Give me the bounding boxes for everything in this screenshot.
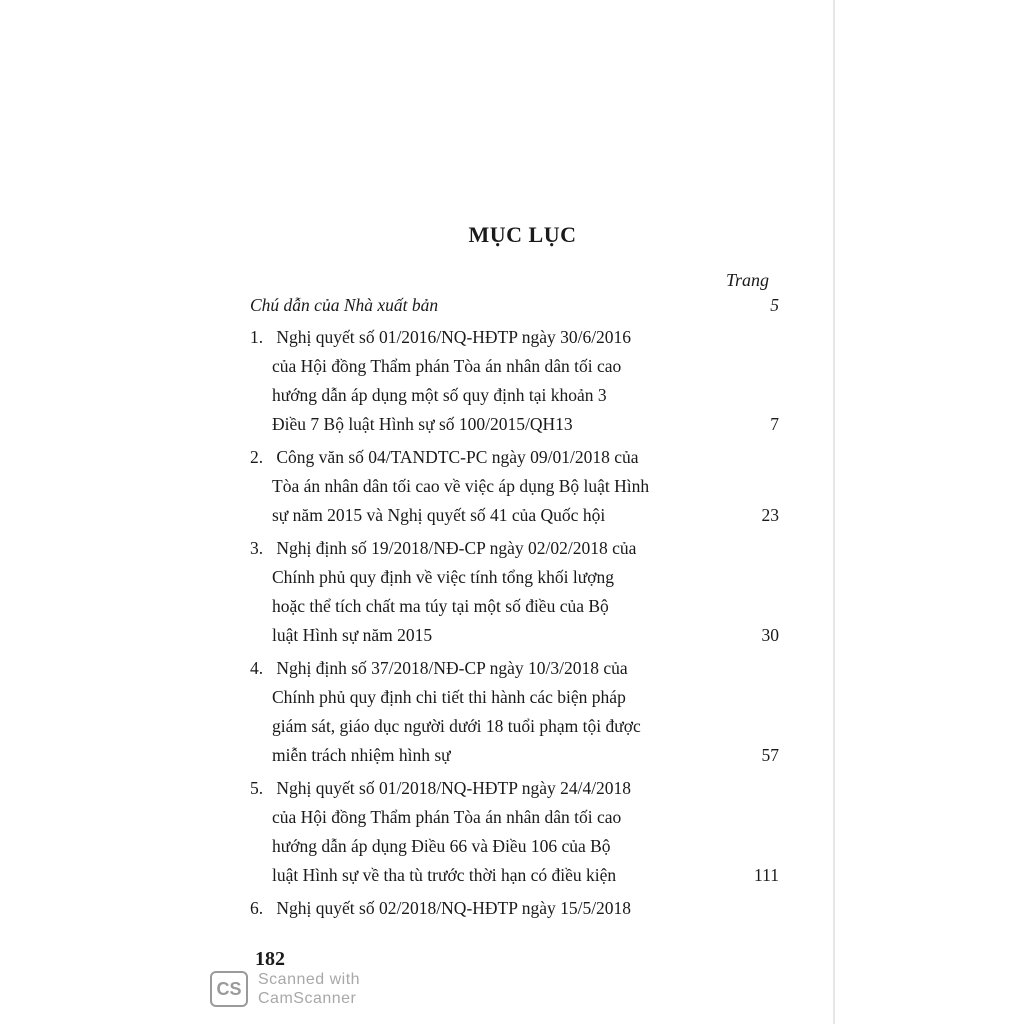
toc-entry-1 bbox=[250, 323, 785, 439]
toc-entry-line: hướng dẫn áp dụng một số quy định tại khoản 3 bbox=[272, 385, 607, 405]
toc-entry-number: 1. bbox=[250, 327, 264, 347]
toc-entry-line: Chính phủ quy định chi tiết thi hành các biện pháp bbox=[272, 687, 626, 707]
toc-entry-line bbox=[250, 654, 735, 683]
toc-entry-line: miễn trách nhiệm hình sự bbox=[272, 745, 451, 765]
page-column-label: Trang bbox=[725, 270, 769, 290]
toc-entry-line bbox=[250, 534, 735, 563]
toc-entry-number: 5. bbox=[250, 778, 264, 798]
toc-entry-line: luật Hình sự năm 2015 bbox=[272, 625, 433, 645]
toc-entry-line: của Hội đồng Thẩm phán Tòa án nhân dân tối cao bbox=[272, 807, 622, 827]
table-of-contents bbox=[250, 222, 785, 923]
toc-entry-text: Nghị quyết số 01/2016/NQ-HĐTP ngày 30/6/2016 bbox=[276, 327, 632, 347]
toc-entry-2 bbox=[250, 443, 785, 530]
toc-entry-line bbox=[250, 774, 735, 803]
toc-entry-number: 2. bbox=[250, 447, 264, 467]
toc-entry-line: Tòa án nhân dân tối cao về việc áp dụng Bộ luật Hình bbox=[272, 476, 650, 496]
toc-entry-6 bbox=[250, 894, 785, 923]
toc-entry-text: Công văn số 04/TANDTC-PC ngày 09/01/2018 của bbox=[276, 447, 639, 467]
footer-page-number: 182 bbox=[255, 948, 285, 970]
toc-entry-line: Chính phủ quy định về việc tính tổng khối lượng bbox=[272, 567, 614, 587]
toc-entry-4 bbox=[250, 654, 785, 770]
camscanner-logo-icon: CS bbox=[210, 971, 248, 1007]
toc-entry-number: 4. bbox=[250, 658, 264, 678]
page-edge-shadow bbox=[833, 0, 835, 1024]
toc-entry-line: hoặc thể tích chất ma túy tại một số điều của Bộ bbox=[272, 596, 609, 616]
toc-entry-preface bbox=[250, 291, 785, 319]
toc-entry-5 bbox=[250, 774, 785, 890]
watermark-line-2: CamScanner bbox=[258, 990, 357, 1007]
toc-entry-line bbox=[250, 443, 735, 472]
toc-entry-text: Chú dẫn của Nhà xuất bản bbox=[250, 295, 439, 315]
toc-entry-text: Nghị định số 37/2018/NĐ-CP ngày 10/3/2018 của bbox=[276, 658, 628, 678]
toc-entry-page: 23 bbox=[761, 505, 779, 525]
toc-entry-page: 5 bbox=[770, 295, 779, 315]
toc-entry-line bbox=[250, 894, 735, 923]
scanner-watermark bbox=[210, 970, 360, 1008]
toc-entry-line: Điều 7 Bộ luật Hình sự số 100/2015/QH13 bbox=[272, 414, 573, 434]
toc-entry-line: của Hội đồng Thẩm phán Tòa án nhân dân tối cao bbox=[272, 356, 622, 376]
toc-entry-line: hướng dẫn áp dụng Điều 66 và Điều 106 của Bộ bbox=[272, 836, 611, 856]
toc-entry-line: sự năm 2015 và Nghị quyết số 41 của Quốc hội bbox=[272, 505, 606, 525]
page-title: MỤC LỤC bbox=[468, 222, 577, 247]
toc-entry-page: 7 bbox=[770, 414, 779, 434]
toc-entry-page: 111 bbox=[754, 865, 779, 885]
toc-entry-text: Nghị quyết số 02/2018/NQ-HĐTP ngày 15/5/2018 bbox=[276, 898, 632, 918]
toc-entry-page: 57 bbox=[761, 745, 779, 765]
toc-entry-page: 30 bbox=[761, 625, 779, 645]
watermark-line-1: Scanned with bbox=[258, 971, 361, 988]
toc-entry-3 bbox=[250, 534, 785, 650]
toc-entry-line bbox=[250, 323, 735, 352]
toc-entry-text: Nghị quyết số 01/2018/NQ-HĐTP ngày 24/4/2018 bbox=[276, 778, 632, 798]
watermark-text bbox=[258, 970, 360, 1008]
toc-entry-line: luật Hình sự về tha tù trước thời hạn có điều kiện bbox=[272, 865, 617, 885]
toc-entry-text: Nghị định số 19/2018/NĐ-CP ngày 02/02/2018 của bbox=[276, 538, 637, 558]
toc-entry-number: 3. bbox=[250, 538, 264, 558]
toc-entry-number: 6. bbox=[250, 898, 264, 918]
toc-entry-line: giám sát, giáo dục người dưới 18 tuổi phạm tội được bbox=[272, 716, 641, 736]
